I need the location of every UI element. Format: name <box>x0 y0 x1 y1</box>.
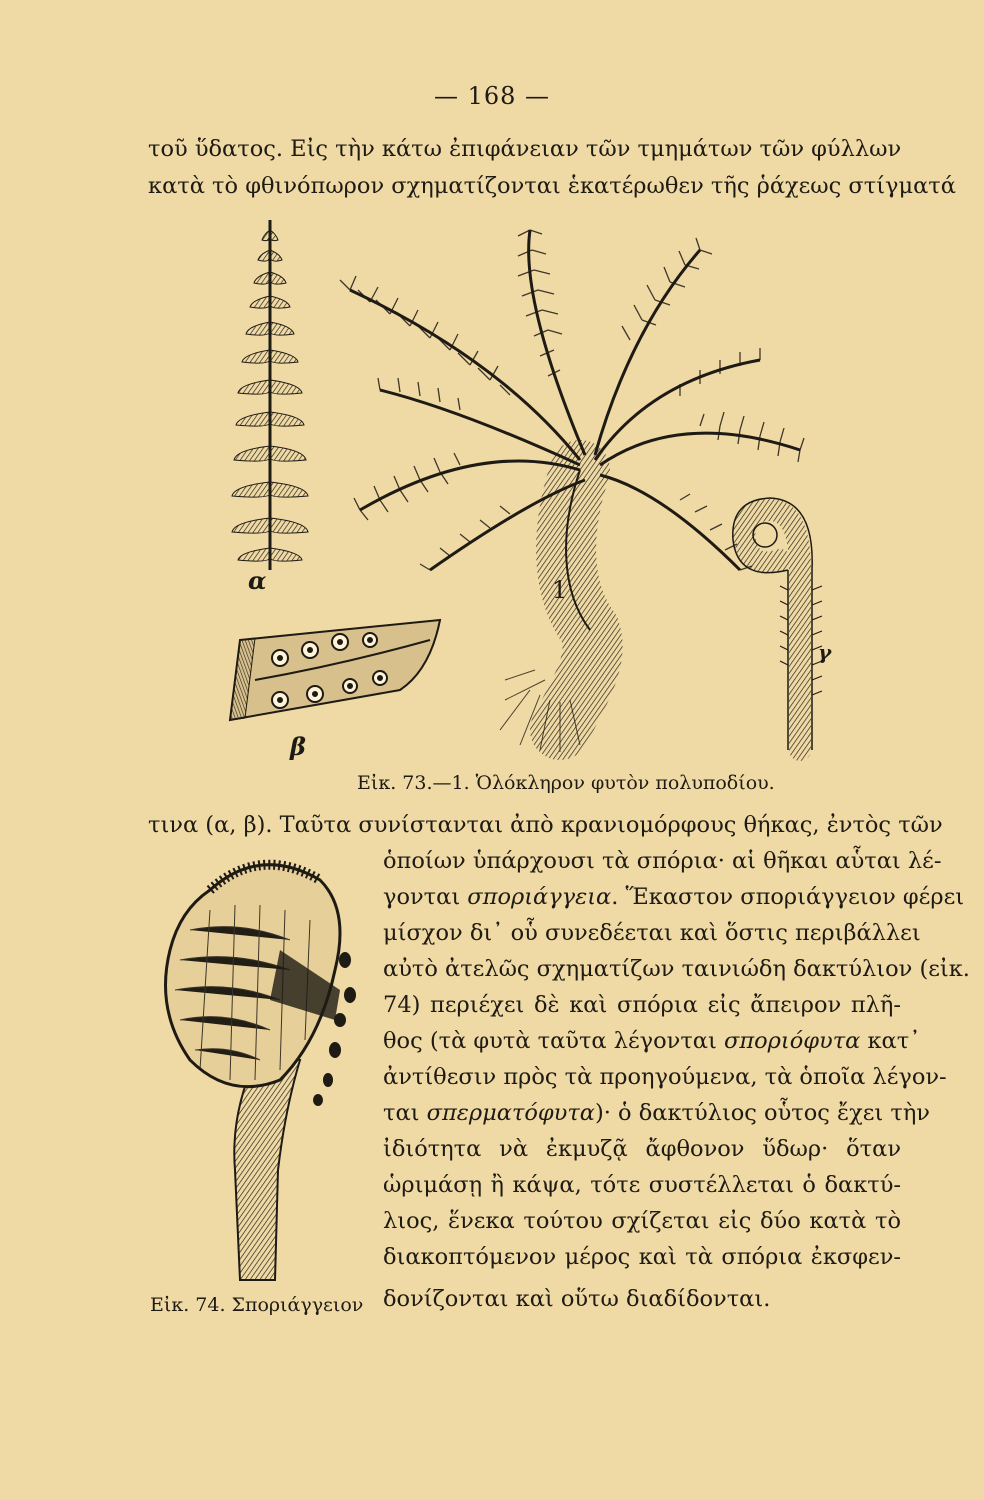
text-line-wrap-5: 74) περιέχει δὲ καὶ σπόρια εἰς ἄπειρον πλῆ- <box>383 992 901 1018</box>
text-line-last: δονίζονται καὶ οὕτω διαδίδονται. <box>383 1286 771 1312</box>
figure-73-illustration <box>200 210 900 770</box>
text-line-wrap-1: ὁποίων ὑπάρχουσι τὰ σπόρια· αἱ θῆκαι αὗται λέ- <box>383 848 942 874</box>
text-line-wrap-8: ται σπερματόφυτα)· ὁ δακτύλιος οὗτος ἔχει τὴν <box>383 1100 930 1126</box>
page-number: — 168 — <box>433 82 551 110</box>
figure-label-b: β <box>290 732 306 761</box>
text-line-wrap-6: θος (τὰ φυτὰ ταῦτα λέγονται σποριόφυτα κατ᾽ <box>383 1028 921 1054</box>
pinna-with-sori-b <box>230 620 440 720</box>
text-line-wrap-12: διακοπτόμενον μέρος καὶ τὰ σπόρια ἐκσφεν- <box>383 1244 901 1270</box>
text-line-wrap-3: μίσχον δι᾽ οὗ συνεδέεται καὶ ὅστις περιβάλλει <box>383 920 921 946</box>
figure-label-g: γ <box>818 640 832 664</box>
text-line-full: τινα (α, β). Ταῦτα συνίστανται ἀπὸ κρανιομόρφους θήκας, ἐντὸς τῶν <box>148 812 943 838</box>
text-line-1: τοῦ ὕδατος. Εἰς τὴν κάτω ἐπιφάνειαν τῶν τμημάτων τῶν φύλλων <box>148 136 902 162</box>
text-line-wrap-2: γονται σποριάγγεια. Ἕκαστον σποριάγγειον φέρει <box>383 884 965 910</box>
text-line-wrap-10: ὡριμάσῃ ἢ κάψα, τότε συστέλλεται ὁ δακτύ- <box>383 1172 901 1198</box>
text-line-2: κατὰ τὸ φθινόπωρον σχηματίζονται ἑκατέρωθεν τῆς ῥάχεως στίγματά <box>148 173 956 199</box>
figure-label-1: 1 <box>552 576 568 604</box>
text-line-wrap-9: ἰδιότητα νὰ ἐκμυζᾷ ἄφθονον ὕδωρ· ὅταν <box>383 1136 901 1162</box>
text-line-wrap-11: λιος, ἕνεκα τούτου σχίζεται εἰς δύο κατὰ τὸ <box>383 1208 901 1234</box>
figure-74-caption: Εἰκ. 74. Σποριάγγειον <box>150 1294 364 1316</box>
frond-segment-a <box>232 220 308 570</box>
figure-74-sporangium <box>150 850 370 1290</box>
text-line-wrap-7: ἀντίθεσιν πρὸς τὰ προηγούμενα, τὰ ὁποῖα λέγον- <box>383 1064 947 1090</box>
text-line-wrap-4: αὐτὸ ἀτελῶς σχηματίζων ταινιώδη δακτύλιον (εἰκ. <box>383 956 970 982</box>
figure-73-caption: Εἰκ. 73.—1. Ὁλόκληρον φυτὸν πολυποδίου. <box>357 772 775 794</box>
figure-label-a: α <box>248 566 267 595</box>
fiddlehead-g <box>733 498 822 750</box>
